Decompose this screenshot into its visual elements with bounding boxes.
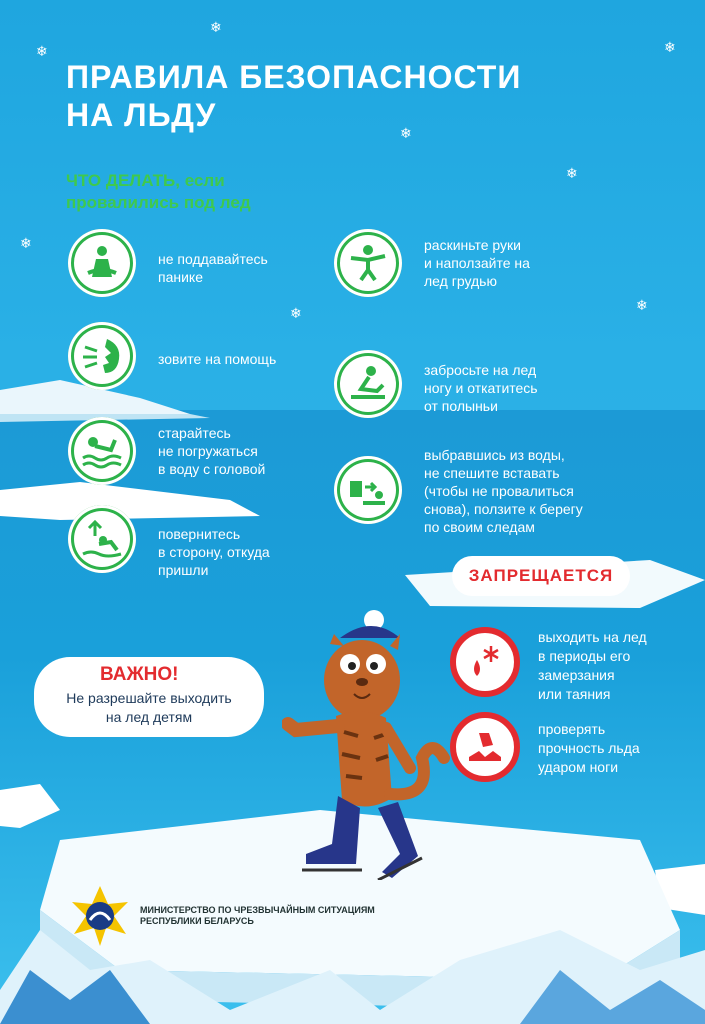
- step-text: [424, 361, 538, 415]
- step-line: не погружаться: [158, 443, 258, 459]
- step-text: [158, 525, 270, 579]
- subtitle-line: провалились под лед: [66, 193, 251, 212]
- step-text: [424, 446, 583, 536]
- poster-title: [66, 58, 521, 134]
- turn-back-icon: [68, 505, 136, 573]
- step-text: [424, 236, 530, 290]
- step-line: ногу и откатитесь: [424, 380, 538, 396]
- important-line: Не разрешайте выходить: [66, 690, 232, 706]
- step-line: по своим следам: [424, 519, 535, 535]
- swimmer-icon: [68, 417, 136, 485]
- climb-out-icon: [334, 350, 402, 418]
- ministry-name: [140, 905, 375, 927]
- snowflake-icon: ❄: [664, 39, 676, 55]
- shouting-face-icon: [68, 322, 136, 390]
- step-line: в сторону, откуда: [158, 544, 270, 560]
- step-line: и наползайте на: [424, 255, 530, 271]
- title-line: НА ЛЬДУ: [66, 97, 217, 133]
- step-line: пришли: [158, 562, 209, 578]
- snowflake-icon: ❄: [566, 165, 578, 181]
- snowflake-icon: ❄: [290, 305, 302, 321]
- step-line: не поддавайтесь: [158, 251, 268, 267]
- kick-ice-icon: [450, 712, 520, 782]
- step-line: зовите на помощь: [158, 351, 277, 367]
- snowflake-icon: ❄: [20, 235, 32, 251]
- subtitle-line: ЧТО ДЕЛАТЬ, если: [66, 171, 225, 190]
- ministry-line: МИНИСТЕРСТВО ПО ЧРЕЗВЫЧАЙНЫМ СИТУАЦИЯМ: [140, 905, 375, 915]
- crawl-icon: [334, 456, 402, 524]
- step-line: панике: [158, 269, 203, 285]
- forbidden-heading: ЗАПРЕЩАЕТСЯ: [452, 556, 630, 596]
- title-line: ПРАВИЛА БЕЗОПАСНОСТИ: [66, 59, 522, 95]
- step-text: [158, 350, 276, 368]
- forbidden-line: выходить на лед: [538, 629, 647, 645]
- step-line: от полыньи: [424, 398, 498, 414]
- snowflake-icon: ❄: [210, 19, 222, 35]
- step-line: забросьте на лед: [424, 362, 537, 378]
- step-line: выбравшись из воды,: [424, 447, 565, 463]
- forbidden-line: замерзания: [538, 667, 615, 683]
- important-line: на лед детям: [105, 709, 193, 725]
- step-line: в воду с головой: [158, 461, 266, 477]
- step-text: [158, 424, 265, 478]
- important-text: [54, 689, 244, 727]
- step-line: лед грудью: [424, 273, 497, 289]
- forbidden-line: или таяния: [538, 686, 611, 702]
- ministry-emblem-logo: [66, 884, 134, 948]
- forbidden-text: [538, 720, 640, 777]
- step-text: [158, 250, 268, 286]
- step-line: (чтобы не провалиться: [424, 483, 574, 499]
- forbidden-line: в периоды его: [538, 648, 631, 664]
- step-line: старайтесь: [158, 425, 231, 441]
- subtitle: [66, 170, 251, 214]
- forbidden-line: ударом ноги: [538, 759, 619, 775]
- step-line: повернитесь: [158, 526, 241, 542]
- step-line: снова), ползите к берегу: [424, 501, 583, 517]
- spread-arms-icon: [334, 229, 402, 297]
- freeze-thaw-icon: [450, 627, 520, 697]
- ministry-line: РЕСПУБЛИКИ БЕЛАРУСЬ: [140, 916, 254, 926]
- snowflake-icon: ❄: [36, 43, 48, 59]
- cat-mascot-illustration: [282, 608, 452, 880]
- important-heading: ВАЖНО!: [100, 664, 179, 685]
- snowflake-icon: ❄: [636, 297, 648, 313]
- calm-person-icon: [68, 229, 136, 297]
- step-line: раскиньте руки: [424, 237, 521, 253]
- forbidden-text: [538, 628, 647, 704]
- forbidden-line: проверять: [538, 721, 606, 737]
- forbidden-line: прочность льда: [538, 740, 640, 756]
- snowflake-icon: ❄: [400, 125, 412, 141]
- step-line: не спешите вставать: [424, 465, 560, 481]
